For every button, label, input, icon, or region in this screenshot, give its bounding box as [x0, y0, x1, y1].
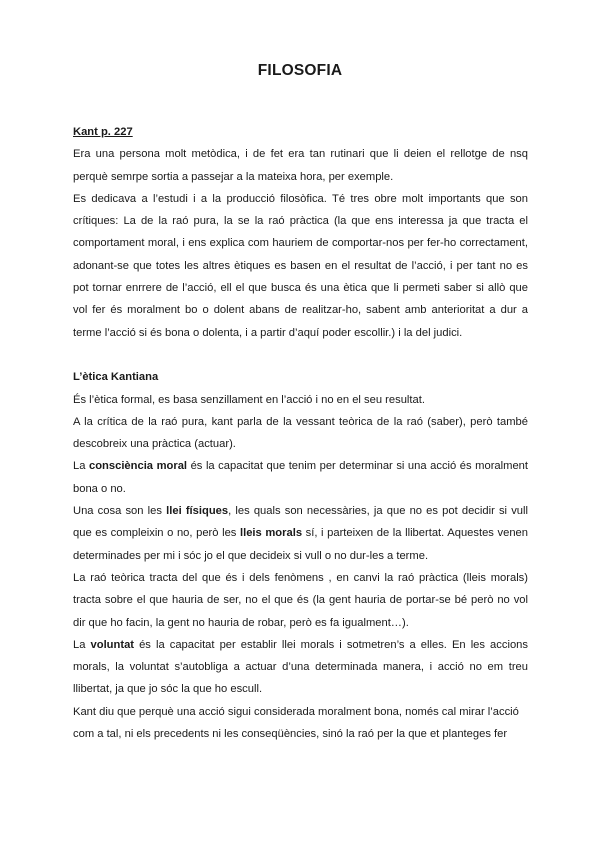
paragraph-spacer	[73, 344, 528, 366]
paragraph-voluntat	[73, 634, 528, 701]
document-body	[73, 121, 528, 745]
text-run: és la capacitat que tenim per determinar si una acció és moralment bona o no.	[73, 460, 528, 495]
text-run: és la capacitat per establir llei morals i sotmetren’s a elles. En les accions morals, la voluntat s’autobliga a actuar d’una determinada manera, i acció no em treu llibertat, ja que jo sóc la que ho escull.	[73, 638, 528, 696]
paragraph-kant-biography: Era una persona molt metòdica, i de fet era tan rutinari que li deien el rellotge de nsq perquè semrpe sortia a passejar a la mateixa hora, per exemple.	[73, 148, 528, 183]
section-heading-kant: Kant p. 227	[73, 126, 133, 138]
text-run: sí, i parteixen de la llibertat. Aquestes venen determinades per mi i sóc jo el que decideix si vull o no dur-les a terme.	[73, 527, 528, 562]
term-consciencia-moral: consciència moral	[88, 460, 188, 473]
text-run: La	[73, 460, 89, 473]
text-run: La	[73, 638, 91, 651]
term-llei-fisiques: llei físiques	[166, 505, 229, 518]
term-lleis-morals: lleis morals	[239, 527, 303, 540]
paragraph-rao-teorica-practica: La raó teòrica tracta del que és i dels fenòmens , en canvi la raó pràctica (lleis morals) tracta sobre el que hauria de ser, no el que és (la gent hauria de portar-se bé però no vol dir que ho facin, la gent no hauria de robar, però es fa igualment…).	[73, 571, 528, 629]
paragraph-kant-works: Es dedicava a l’estudi i a la producció filosòfica. Té tres obre molt importants que son crítiques: La de la raó pura, la se la raó pràctica (la que ens interessa ja que tracta el comportament moral, i ens explica com hauriem de comportar-nos per fer-ho correctament, adonant-se que totes les altres ètiques es basen en el resultat de l’acció, i per tant no es pot tornar enrrere de l’acció, ell el que busca és una ètica que li permeti saber si allò que vol fer és moralment bo o dolent abans de realitzar-ho, sabent amb anterioritat a dur a terme l’acció si és bona o dolenta, i a partir d’aquí poder escollir.) i la del judici.	[73, 192, 528, 339]
text-run: , les quals son necessàries, ja que no es pot decidir si vull que es compleixin o no, però les	[73, 505, 528, 540]
paragraph-rao-pura: A la crítica de la raó pura, kant parla de la vessant teòrica de la raó (saber), però també descobreix una pràctica (actuar).	[73, 415, 528, 451]
text-run: Una cosa son les	[73, 505, 167, 518]
paragraph-etica-formal: És l’ètica formal, es basa senzillament en l’acció i no en el seu resultat.	[73, 393, 425, 406]
paragraph-lleis	[73, 500, 528, 567]
paragraph-consciencia-moral	[73, 455, 528, 500]
paragraph-accio-moralment-bona: Kant diu que perquè una acció sigui considerada moralment bona, només cal mirar l’acció com a tal, ni els precedents ni les conseqüències, sinó la raó per la que et planteges fer	[73, 705, 519, 741]
section-heading-etica-kantiana: L’ètica Kantiana	[73, 371, 159, 384]
term-voluntat: voluntat	[90, 638, 135, 651]
page-title: FILOSOFIA	[257, 62, 343, 79]
